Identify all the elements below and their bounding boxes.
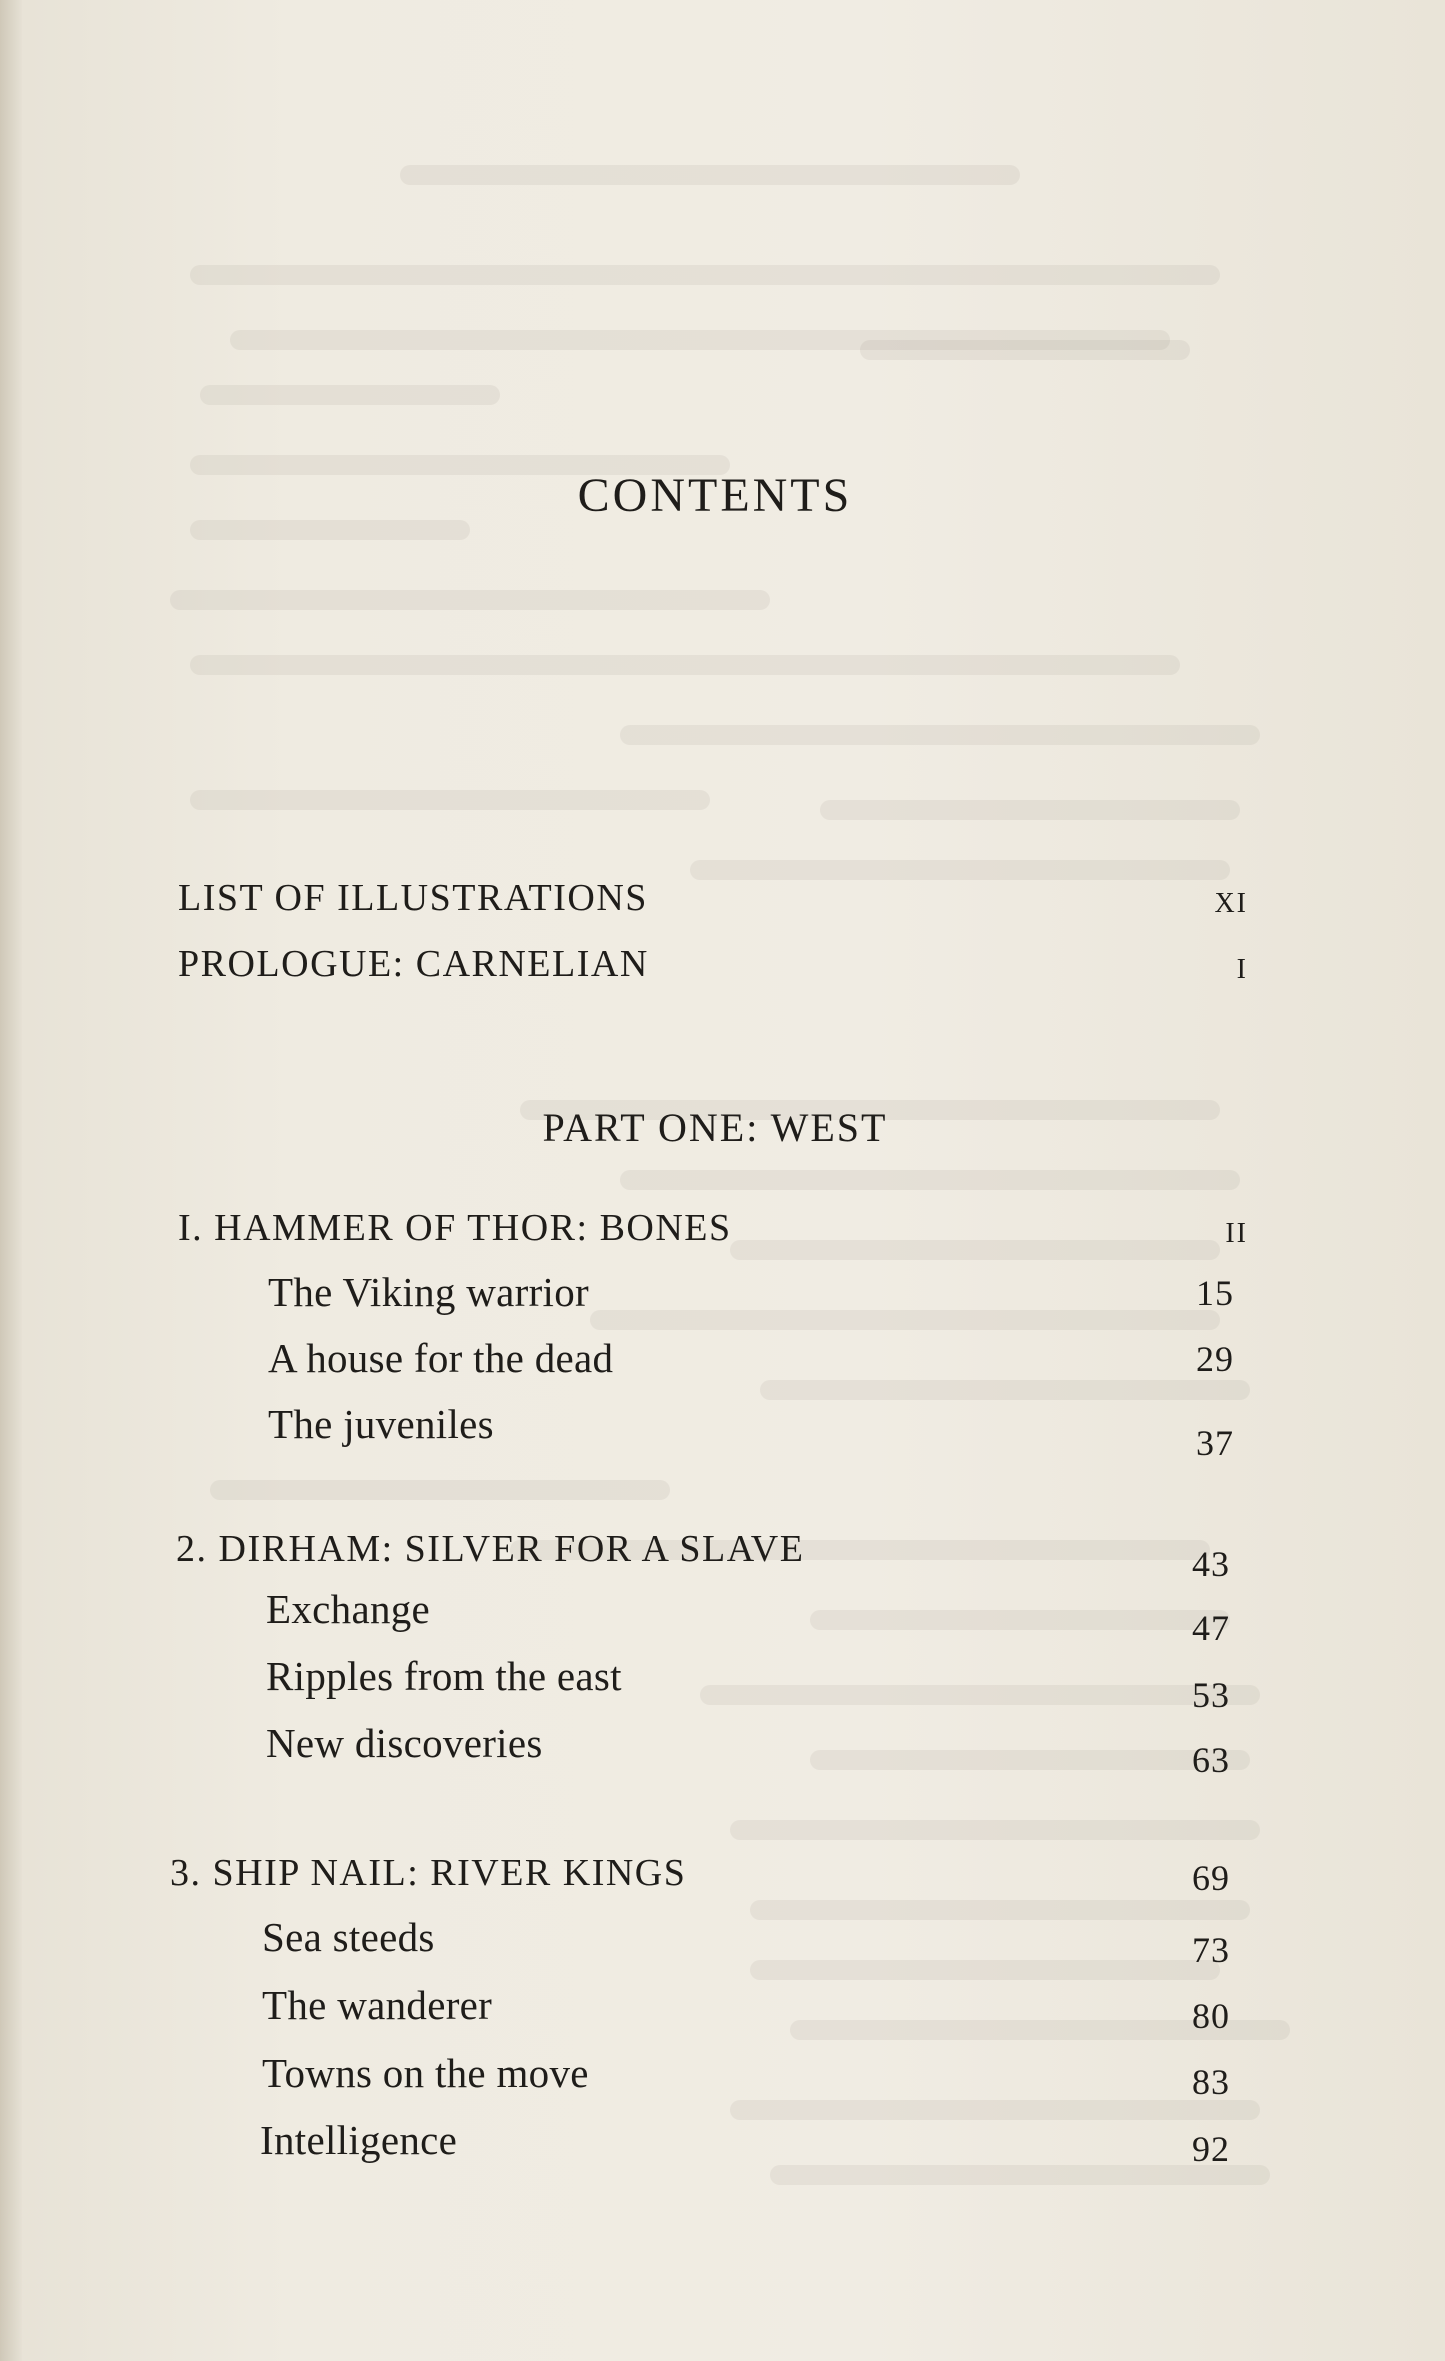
toc-entry-prologue[interactable]: [178, 942, 1248, 998]
toc-section[interactable]: [268, 1268, 1234, 1324]
toc-entry-illustrations[interactable]: [178, 876, 1248, 932]
entry-label: PROLOGUE: CARNELIAN: [178, 943, 649, 985]
toc-section[interactable]: [262, 1913, 1230, 1969]
chapter-label: I. HAMMER OF THOR: BONES: [178, 1207, 732, 1249]
section-page: 47: [1192, 1608, 1230, 1648]
chapter-label: 2. DIRHAM: SILVER FOR A SLAVE: [176, 1528, 805, 1570]
section-page: 53: [1192, 1675, 1230, 1715]
section-label: The wanderer: [262, 1982, 493, 2028]
section-page: 80: [1192, 1996, 1230, 2036]
chapter-page: 43: [1192, 1544, 1230, 1584]
chapter-page: 69: [1192, 1858, 1230, 1898]
toc-section[interactable]: [266, 1585, 1230, 1648]
section-label: Exchange: [266, 1586, 431, 1632]
toc-section[interactable]: [262, 1981, 1230, 2037]
section-label: New discoveries: [266, 1720, 543, 1766]
section-page: 29: [1196, 1339, 1234, 1379]
section-page: 37: [1196, 1423, 1234, 1463]
toc-section[interactable]: [266, 1719, 1230, 1780]
entry-label: LIST OF ILLUSTRATIONS: [178, 877, 648, 919]
page-title: CONTENTS: [577, 469, 853, 522]
chapter-page: II: [1225, 1218, 1248, 1249]
toc-chapter-2[interactable]: [176, 1527, 1230, 1583]
toc-section[interactable]: [268, 1400, 1234, 1463]
section-label: Towns on the move: [262, 2050, 589, 2096]
page-gutter: [0, 0, 22, 2361]
entry-page: I: [1236, 954, 1248, 985]
toc-section[interactable]: [266, 1652, 1230, 1715]
section-page: 63: [1192, 1740, 1230, 1780]
section-label: A house for the dead: [268, 1335, 614, 1381]
toc-section[interactable]: [260, 2116, 1230, 2172]
section-label: The Viking warrior: [268, 1269, 589, 1315]
section-page: 92: [1192, 2129, 1230, 2169]
chapter-label: 3. SHIP NAIL: RIVER KINGS: [170, 1852, 687, 1894]
section-page: 83: [1192, 2062, 1230, 2102]
section-label: The juveniles: [268, 1401, 494, 1447]
section-label: Intelligence: [260, 2117, 458, 2163]
toc-section[interactable]: [268, 1334, 1234, 1390]
section-label: Sea steeds: [262, 1914, 435, 1960]
entry-page: XI: [1214, 888, 1248, 919]
section-label: Ripples from the east: [266, 1653, 622, 1699]
part-heading: PART ONE: WEST: [542, 1105, 888, 1150]
toc-chapter-1[interactable]: [178, 1206, 1248, 1262]
section-page: 15: [1196, 1273, 1234, 1313]
toc-chapter-3[interactable]: [170, 1851, 1230, 1907]
section-page: 73: [1192, 1930, 1230, 1970]
toc-section[interactable]: [262, 2049, 1230, 2105]
